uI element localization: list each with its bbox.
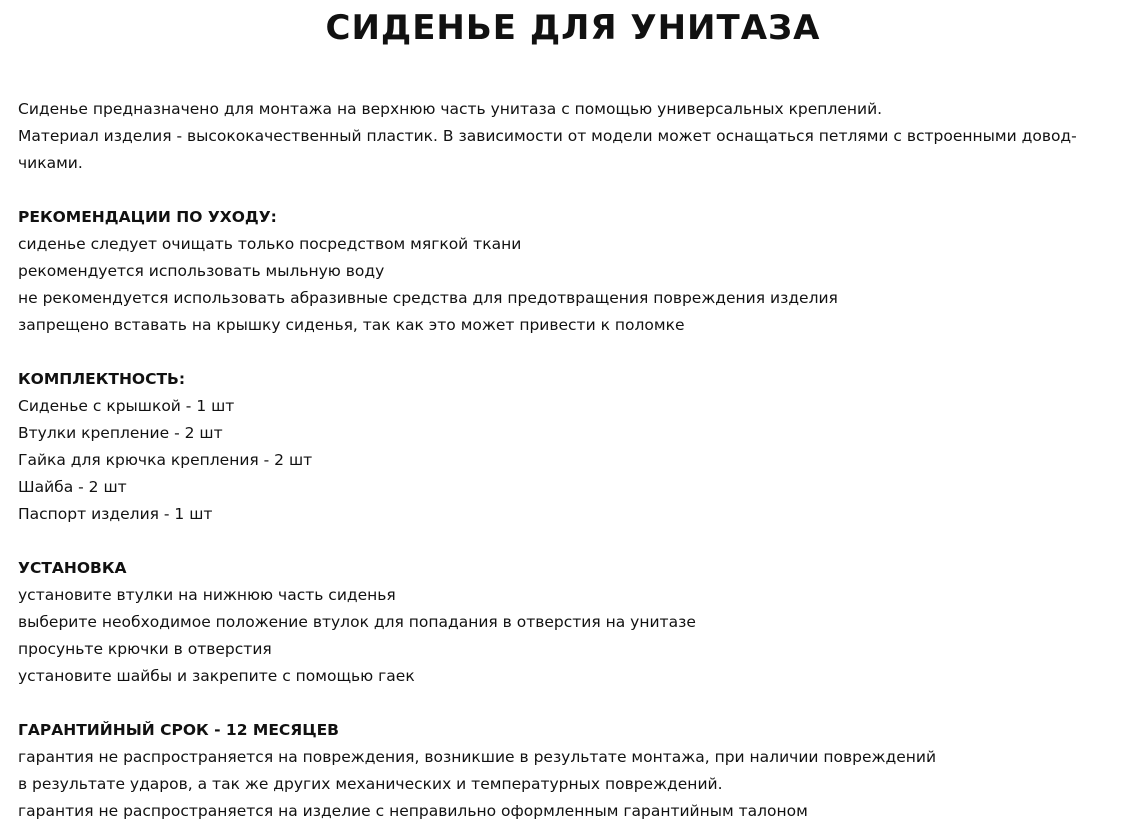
install-section xyxy=(18,555,1138,690)
intro-section xyxy=(18,96,1138,177)
care-item: сиденье следует очищать только посредством мягкой ткани xyxy=(18,235,522,253)
warranty-item: в результате ударов, а так же других механических и температурных повреждений. xyxy=(18,775,723,793)
intro-line: Материал изделия - высококачественный пластик. В зависимости от модели может оснащаться петлями с встроенными довод- xyxy=(18,127,1077,145)
warranty-section xyxy=(18,717,1138,825)
intro-line: чиками. xyxy=(18,154,83,172)
care-item: рекомендуется использовать мыльную воду xyxy=(18,262,385,280)
warranty-item: гарантия не распространяется на повреждения, возникшие в результате монтажа, при наличии повреждений xyxy=(18,748,937,766)
install-item: установите втулки на нижнюю часть сиденья xyxy=(18,586,396,604)
install-item: просуньте крючки в отверстия xyxy=(18,640,272,658)
kit-heading: КОМПЛЕКТНОСТЬ: xyxy=(18,370,186,388)
kit-item: Гайка для крючка крепления - 2 шт xyxy=(18,451,313,469)
install-item: выберите необходимое положение втулок для попадания в отверстия на унитазе xyxy=(18,613,696,631)
page-title: СИДЕНЬЕ ДЛЯ УНИТАЗА xyxy=(325,8,821,48)
section-gap xyxy=(18,177,1138,204)
kit-item: Шайба - 2 шт xyxy=(18,478,127,496)
care-item: запрещено вставать на крышку сиденья, так как это может привести к поломке xyxy=(18,316,685,334)
intro-line: Сиденье предназначено для монтажа на верхнюю часть унитаза с помощью универсальных креплений. xyxy=(18,100,883,118)
section-gap xyxy=(18,690,1138,717)
kit-item: Сиденье с крышкой - 1 шт xyxy=(18,397,235,415)
care-heading: РЕКОМЕНДАЦИИ ПО УХОДУ: xyxy=(18,208,277,226)
warranty-item: гарантия не распространяется на изделие с неправильно оформленным гарантийным талоном xyxy=(18,802,808,820)
document-body xyxy=(18,96,1138,825)
install-item: установите шайбы и закрепите с помощью гаек xyxy=(18,667,415,685)
kit-section xyxy=(18,366,1138,528)
section-gap xyxy=(18,528,1138,555)
warranty-heading: ГАРАНТИЙНЫЙ СРОК - 12 МЕСЯЦЕВ xyxy=(18,721,339,739)
install-heading: УСТАНОВКА xyxy=(18,559,127,577)
care-section xyxy=(18,204,1138,339)
kit-item: Втулки крепление - 2 шт xyxy=(18,424,223,442)
section-gap xyxy=(18,339,1138,366)
kit-item: Паспорт изделия - 1 шт xyxy=(18,505,213,523)
care-item: не рекомендуется использовать абразивные средства для предотвращения повреждения изделия xyxy=(18,289,838,307)
